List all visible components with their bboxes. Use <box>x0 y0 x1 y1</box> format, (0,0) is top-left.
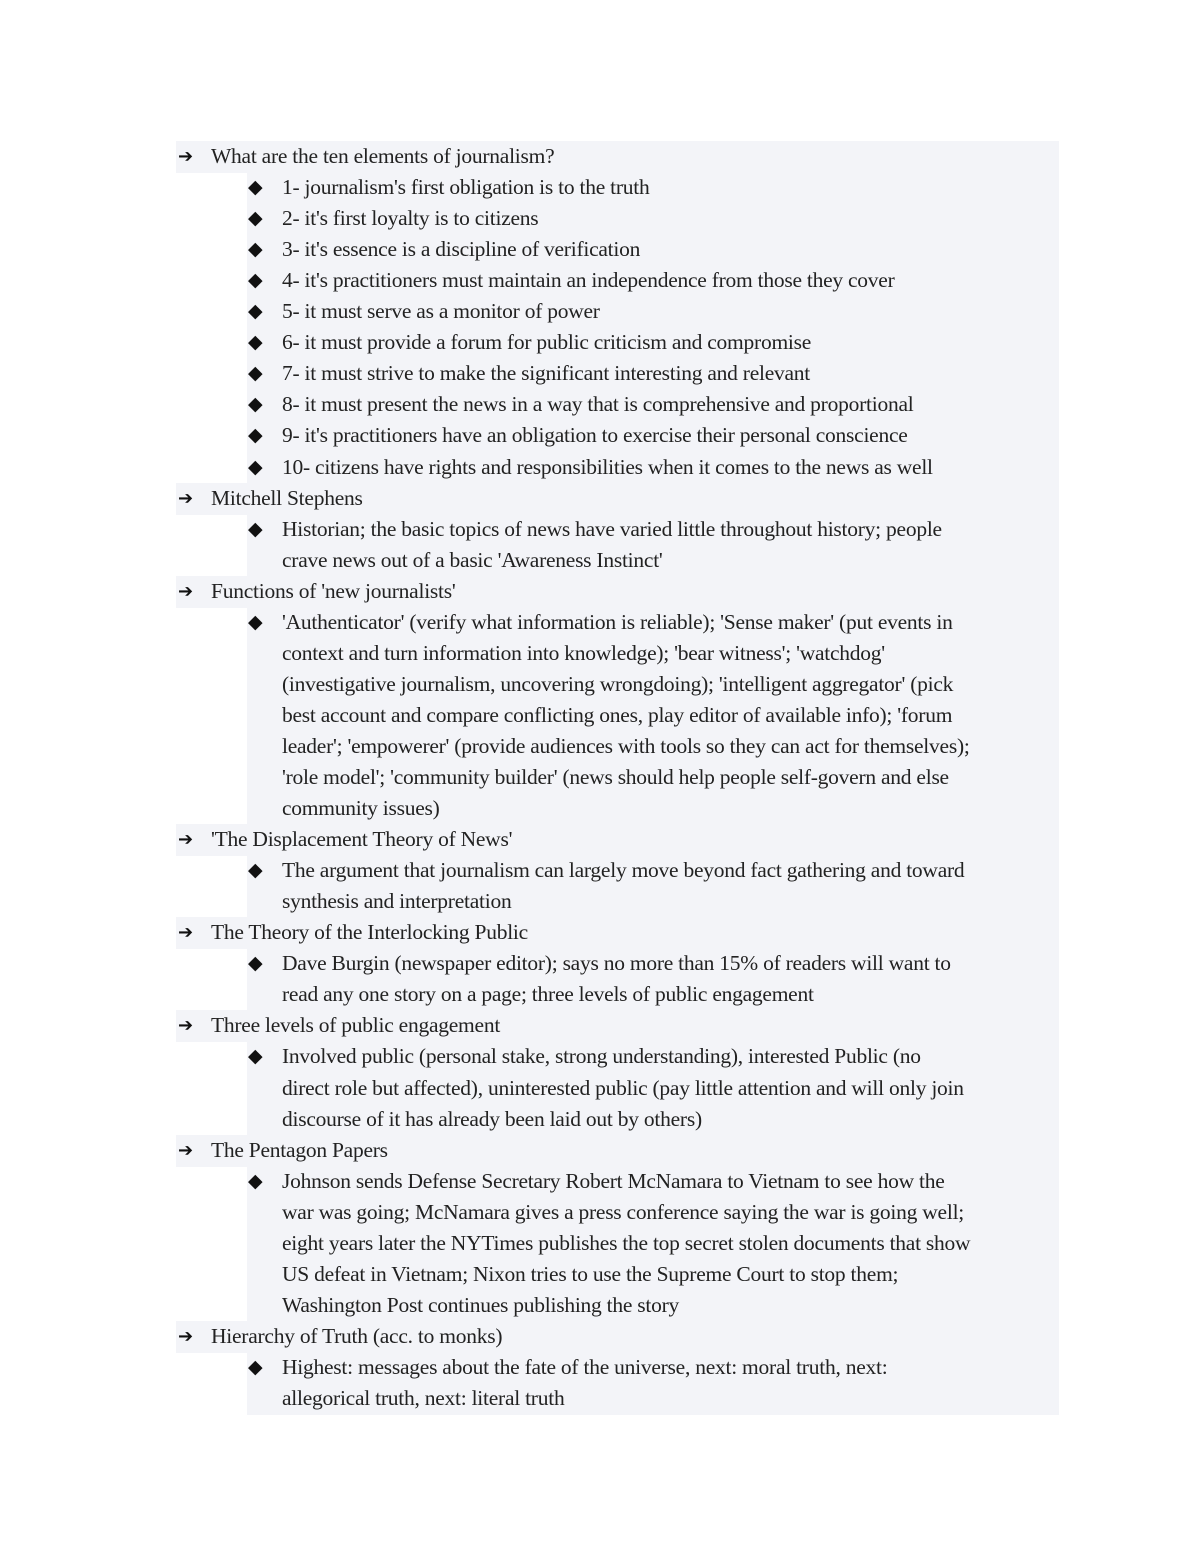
diamond-bullet-icon: ◆ <box>248 952 263 975</box>
outline-subitem: 9- it's practitioners have an obligation to exercise their personal conscience <box>282 423 908 448</box>
outline-subitem-continuation: discourse of it has already been laid out by others) <box>282 1106 702 1131</box>
diamond-bullet-icon: ◆ <box>248 455 263 478</box>
outline-heading: Hierarchy of Truth (acc. to monks) <box>211 1323 503 1348</box>
outline-subitem-continuation: leader'; 'empowerer' (provide audiences with tools so they can act for themselves); <box>282 733 970 758</box>
diamond-bullet-icon: ◆ <box>248 238 263 261</box>
outline-subitem: 5- it must serve as a monitor of power <box>282 299 600 324</box>
outline-subitem-continuation: best account and compare conflicting ones, play editor of available info); 'forum <box>282 702 953 727</box>
outline-subitem-continuation: Washington Post continues publishing the story <box>282 1292 680 1317</box>
diamond-bullet-icon: ◆ <box>248 517 263 540</box>
outline-subitem: 10- citizens have rights and responsibilities when it comes to the news as well <box>282 454 933 479</box>
arrow-bullet-icon: ➔ <box>178 487 194 509</box>
outline-subitem-continuation: crave news out of a basic 'Awareness Instinct' <box>282 547 663 572</box>
arrow-bullet-icon: ➔ <box>178 1015 194 1037</box>
diamond-bullet-icon: ◆ <box>248 1169 263 1192</box>
diamond-bullet-icon: ◆ <box>248 207 263 230</box>
diamond-bullet-icon: ◆ <box>248 1045 263 1068</box>
outline-subitem: 6- it must provide a forum for public criticism and compromise <box>282 330 812 355</box>
outline-subitem: 3- it's essence is a discipline of verification <box>282 237 641 262</box>
outline-heading: The Theory of the Interlocking Public <box>211 920 528 945</box>
arrow-bullet-icon: ➔ <box>178 829 194 851</box>
arrow-bullet-icon: ➔ <box>178 922 194 944</box>
outline-subitem-continuation: 'role model'; 'community builder' (news should help people self-govern and else <box>282 765 949 789</box>
outline-heading: What are the ten elements of journalism? <box>211 144 555 168</box>
diamond-bullet-icon: ◆ <box>248 269 263 292</box>
diamond-bullet-icon: ◆ <box>248 1355 263 1378</box>
outline-heading: Functions of 'new journalists' <box>211 578 456 603</box>
diamond-bullet-icon: ◆ <box>248 331 263 354</box>
diamond-bullet-icon: ◆ <box>248 393 263 416</box>
outline-subitem: 1- journalism's first obligation is to the truth <box>282 175 650 200</box>
diamond-bullet-icon: ◆ <box>248 424 263 447</box>
outline-subitem: Historian; the basic topics of news have varied little throughout history; people <box>282 516 942 541</box>
outline-subitem-continuation: community issues) <box>282 796 440 821</box>
outline-heading: Three levels of public engagement <box>211 1013 501 1038</box>
arrow-bullet-icon: ➔ <box>178 1139 194 1161</box>
outline-subitem-continuation: US defeat in Vietnam; Nixon tries to use the Supreme Court to stop them; <box>282 1261 899 1286</box>
arrow-bullet-icon: ➔ <box>178 146 194 167</box>
arrow-bullet-icon: ➔ <box>178 1325 194 1347</box>
outline-subitem: Involved public (personal stake, strong understanding), interested Public (no <box>282 1044 921 1069</box>
arrow-bullet-icon: ➔ <box>178 580 194 602</box>
outline-heading: The Pentagon Papers <box>211 1137 388 1162</box>
outline-heading: 'The Displacement Theory of News' <box>211 827 513 852</box>
outline-subitem: 'Authenticator' (verify what information is reliable); 'Sense maker' (put events in <box>282 609 953 634</box>
outline-subitem-continuation: direct role but affected), uninterested public (pay little attention and will only join <box>282 1075 964 1100</box>
outline-subitem-continuation: read any one story on a page; three levels of public engagement <box>282 982 814 1007</box>
outline-heading: Mitchell Stephens <box>211 485 363 510</box>
outline-subitem: Johnson sends Defense Secretary Robert McNamara to Vietnam to see how the <box>282 1168 945 1193</box>
diamond-bullet-icon: ◆ <box>248 176 263 199</box>
outline-subitem-continuation: (investigative journalism, uncovering wrongdoing); 'intelligent aggregator' (pick <box>282 671 954 696</box>
outline-subitem: Dave Burgin (newspaper editor); says no more than 15% of readers will want to <box>282 951 951 976</box>
diamond-bullet-icon: ◆ <box>248 859 263 882</box>
outline-subitem: 2- it's first loyalty is to citizens <box>282 206 539 231</box>
outline-subitem: Highest: messages about the fate of the universe, next: moral truth, next: <box>282 1354 888 1379</box>
outline-subitem: 8- it must present the news in a way that is comprehensive and proportional <box>282 392 914 417</box>
outline-subitem: 4- it's practitioners must maintain an independence from those they cover <box>282 268 895 293</box>
outline-subitem-continuation: allegorical truth, next: literal truth <box>282 1386 565 1410</box>
outline-subitem-continuation: eight years later the NYTimes publishes the top secret stolen documents that show <box>282 1230 971 1255</box>
outline-subitem-continuation: war was going; McNamara gives a press conference saying the war is going well; <box>282 1199 965 1224</box>
outline-subitem: The argument that journalism can largely move beyond fact gathering and toward <box>282 858 965 883</box>
diamond-bullet-icon: ◆ <box>248 362 263 385</box>
diamond-bullet-icon: ◆ <box>248 610 263 633</box>
outline-subitem-continuation: synthesis and interpretation <box>282 889 512 914</box>
outline-subitem: 7- it must strive to make the significant interesting and relevant <box>282 361 811 386</box>
outline-subitem-continuation: context and turn information into knowledge); 'bear witness'; 'watchdog' <box>282 640 885 665</box>
diamond-bullet-icon: ◆ <box>248 300 263 323</box>
